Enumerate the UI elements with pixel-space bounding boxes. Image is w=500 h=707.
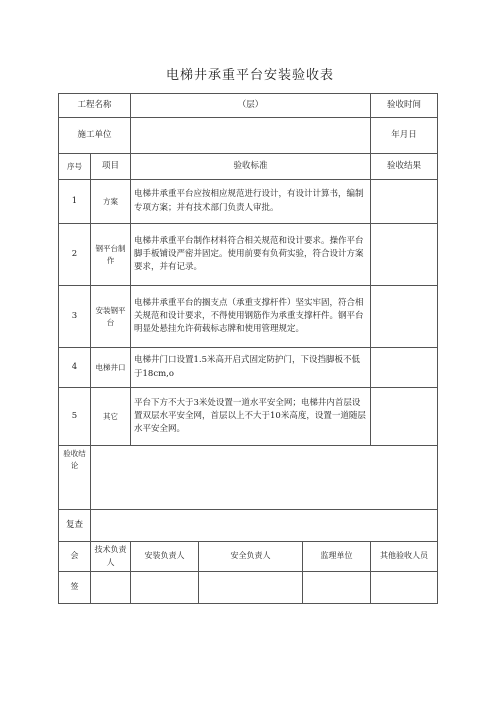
table-row [59, 286, 438, 348]
conclusion-cell[interactable] [91, 446, 438, 510]
project-row [59, 94, 438, 118]
signoff-label-bottom: 签 [59, 572, 91, 604]
table-row [59, 388, 438, 446]
col-result-header: 验收结果 [371, 154, 438, 180]
row-item: 其它 [91, 388, 131, 446]
signoff-role: 监理单位 [303, 542, 371, 572]
table-row [59, 348, 438, 388]
row-seq: 5 [59, 388, 91, 446]
inspection-date-value[interactable]: 年月日 [371, 118, 438, 154]
conclusion-row [59, 446, 438, 510]
signoff-role: 其他验收人员 [371, 542, 438, 572]
row-seq: 3 [59, 286, 91, 348]
row-seq: 4 [59, 348, 91, 388]
signoff-role: 技术负责人 [91, 542, 131, 572]
row-standard: 电梯井承重平台制作材料符合相关规范和设计要求。操作平台脚手板铺设严密并固定。使用前要有负荷实验，符合设计方案要求，并有记录。 [131, 224, 371, 286]
project-name-label: 工程名称 [59, 94, 131, 118]
construction-unit-value[interactable] [131, 118, 371, 154]
row-seq: 1 [59, 180, 91, 224]
row-item: 钢平台制作 [91, 224, 131, 286]
construction-unit-label: 施工单位 [59, 118, 131, 154]
row-standard: 电梯井门口设置1.5米高开启式固定防护门，下设挡脚板不低于18cm,o [131, 348, 371, 388]
construction-unit-row [59, 118, 438, 154]
row-result-cell[interactable] [371, 224, 438, 286]
column-header-row [59, 154, 438, 180]
signoff-signature-row [59, 572, 438, 604]
signoff-role: 安全负责人 [199, 542, 303, 572]
row-item: 安装钢平台 [91, 286, 131, 348]
row-result-cell[interactable] [371, 180, 438, 224]
row-standard: 电梯井承重平台的搁支点（承重支撑杆件）坚实牢固，符合相关规范和设计要求，不得使用钢筋作为承重支撑杆件。钢平台明显处悬挂允许荷载标志牌和使用管理规定。 [131, 286, 371, 348]
review-row [59, 510, 438, 542]
col-item-header: 项目 [91, 154, 131, 180]
table-row [59, 180, 438, 224]
signature-cell[interactable] [91, 572, 131, 604]
col-standard-header: 验收标准 [131, 154, 371, 180]
page-title: 电梯井承重平台安装验收表 [165, 68, 334, 83]
table-row [59, 224, 438, 286]
row-result-cell[interactable] [371, 348, 438, 388]
review-label: 复查 [59, 510, 91, 542]
signoff-label-top: 会 [59, 542, 91, 572]
row-seq: 2 [59, 224, 91, 286]
review-cell[interactable] [91, 510, 438, 542]
signature-cell[interactable] [371, 572, 438, 604]
row-standard: 电梯井承重平台应按相应规范进行设计，有设计计算书，编制专项方案；并有技术部门负责人审批。 [131, 180, 371, 224]
row-item: 方案 [91, 180, 131, 224]
row-result-cell[interactable] [371, 286, 438, 348]
signoff-role: 安装负责人 [131, 542, 199, 572]
row-result-cell[interactable] [371, 388, 438, 446]
row-item: 电梯井口 [91, 348, 131, 388]
signature-cell[interactable] [199, 572, 303, 604]
signoff-roles-row [59, 542, 438, 572]
conclusion-label: 验收结论 [59, 446, 91, 510]
signature-cell[interactable] [303, 572, 371, 604]
col-seq-header: 序号 [59, 154, 91, 180]
acceptance-form-table [58, 93, 438, 604]
project-name-value[interactable]: （层） [131, 94, 371, 118]
row-standard: 平台下方不大于3米处设置一道水平安全网；电梯井内首层设置双层水平安全网，首层以上不大于10米高度，设置一道随层水平安全网。 [131, 388, 371, 446]
inspection-date-label: 验收时间 [371, 94, 438, 118]
signature-cell[interactable] [131, 572, 199, 604]
